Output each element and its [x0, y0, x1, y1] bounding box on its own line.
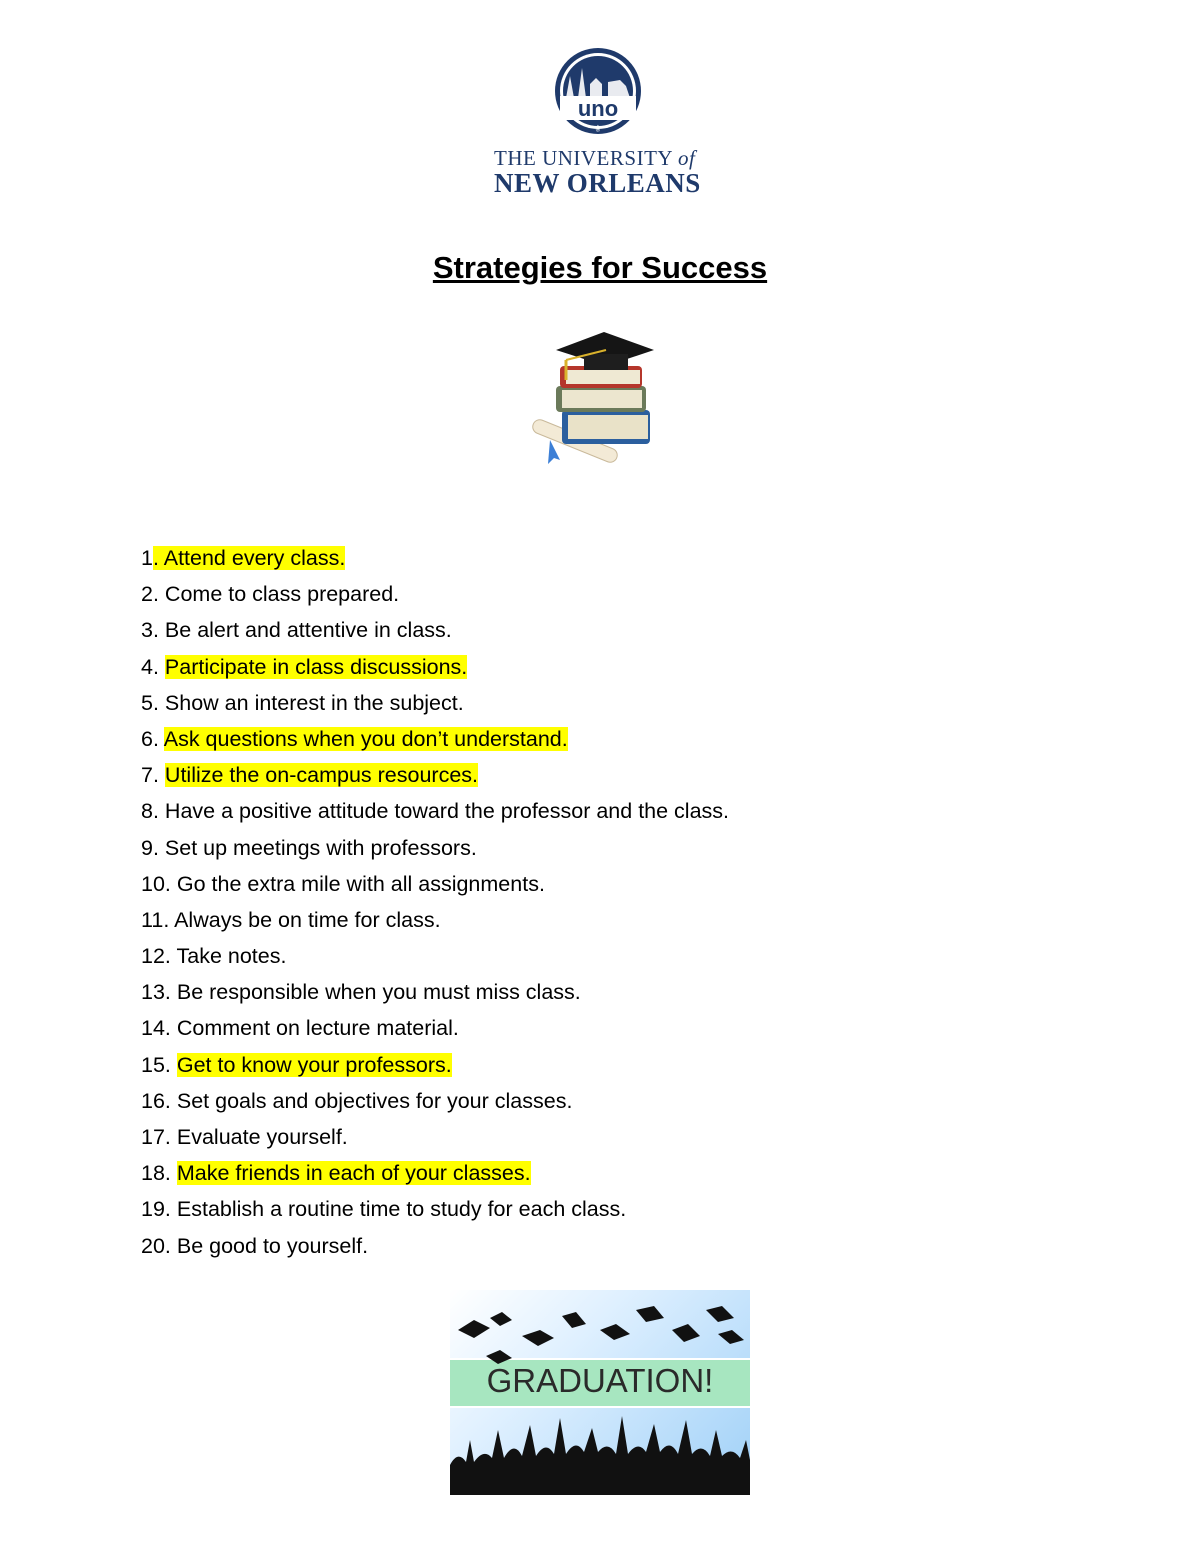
- item-number: 14.: [141, 1016, 171, 1041]
- list-item: [141, 540, 729, 576]
- list-item: [141, 793, 729, 829]
- list-item: [141, 1191, 729, 1227]
- list-item: [141, 974, 729, 1010]
- list-item: [141, 685, 729, 721]
- item-number: 6.: [141, 726, 159, 751]
- list-item: [141, 1119, 729, 1155]
- uno-seal-icon: [490, 46, 710, 146]
- list-item: [141, 938, 729, 974]
- item-number: 15.: [141, 1052, 171, 1077]
- books-cap-icon: [520, 322, 670, 482]
- item-number: 8.: [141, 799, 159, 824]
- list-item: [141, 830, 729, 866]
- list-item: [141, 612, 729, 648]
- list-item: [141, 757, 729, 793]
- item-text: Take notes.: [176, 944, 287, 969]
- item-number: 16.: [141, 1088, 171, 1113]
- item-number: 13.: [141, 980, 171, 1005]
- item-number: 9.: [141, 835, 159, 860]
- item-text: Set up meetings with professors.: [164, 835, 477, 860]
- page-title: Strategies for Success: [432, 250, 768, 285]
- item-number: 17.: [141, 1125, 171, 1149]
- graduation-banner: [450, 1290, 750, 1495]
- item-number: 7.: [141, 763, 159, 788]
- uno-logo-text: uno: [577, 96, 619, 121]
- list-item: [141, 576, 729, 612]
- list-item: [141, 649, 729, 685]
- item-number: 20.: [141, 1233, 171, 1258]
- list-item: [141, 1083, 729, 1119]
- strategies-list: [141, 540, 729, 1264]
- item-text: Have a positive attitude toward the professor and the class.: [164, 799, 730, 824]
- university-name-line2: NEW ORLEANS: [494, 168, 701, 198]
- item-number: 12.: [141, 944, 171, 969]
- item-number: 19.: [141, 1197, 171, 1222]
- list-item: [141, 866, 729, 902]
- university-name-prefix: THE UNIVERSITY: [494, 146, 673, 170]
- item-text: Utilize the on-campus resources.: [164, 763, 478, 788]
- svg-text:⚜: ⚜: [593, 124, 603, 135]
- item-text: . Attend every class.: [152, 546, 346, 570]
- item-number: 4.: [141, 654, 159, 679]
- list-item: [141, 721, 729, 757]
- list-item: [141, 902, 729, 938]
- graduation-text: GRADUATION!: [486, 1362, 714, 1399]
- item-text: Evaluate yourself.: [176, 1125, 348, 1149]
- item-text: Comment on lecture material.: [176, 1016, 459, 1041]
- item-text: Be alert and attentive in class.: [164, 618, 452, 643]
- list-item: [141, 1047, 729, 1083]
- item-number: 11.: [141, 907, 170, 932]
- item-number: 3.: [141, 618, 159, 643]
- item-number: 5.: [141, 690, 159, 715]
- item-text: Always be on time for class.: [174, 907, 441, 932]
- item-text: Go the extra mile with all assignments.: [176, 871, 545, 896]
- item-text: Get to know your professors.: [176, 1052, 452, 1077]
- list-item: [141, 1155, 729, 1191]
- item-text: Come to class prepared.: [164, 582, 400, 607]
- graduation-books-illustration: [520, 322, 670, 482]
- item-text: Make friends in each of your classes.: [176, 1161, 531, 1186]
- item-text: Set goals and objectives for your classes.: [176, 1088, 573, 1113]
- item-text: Be good to yourself.: [176, 1233, 369, 1258]
- university-name-of: of: [678, 146, 696, 170]
- item-text: Establish a routine time to study for each class.: [176, 1197, 627, 1222]
- list-item: [141, 1228, 729, 1264]
- item-text: Participate in class discussions.: [164, 654, 468, 679]
- item-text: Show an interest in the subject.: [164, 690, 464, 715]
- item-number: 1: [141, 546, 153, 570]
- item-text: Ask questions when you don’t understand.: [163, 726, 568, 751]
- list-item: [141, 1010, 729, 1046]
- item-number: 10.: [141, 871, 171, 896]
- item-text: Be responsible when you must miss class.: [176, 980, 581, 1005]
- item-number: 2.: [141, 582, 159, 607]
- item-number: 18.: [141, 1161, 171, 1186]
